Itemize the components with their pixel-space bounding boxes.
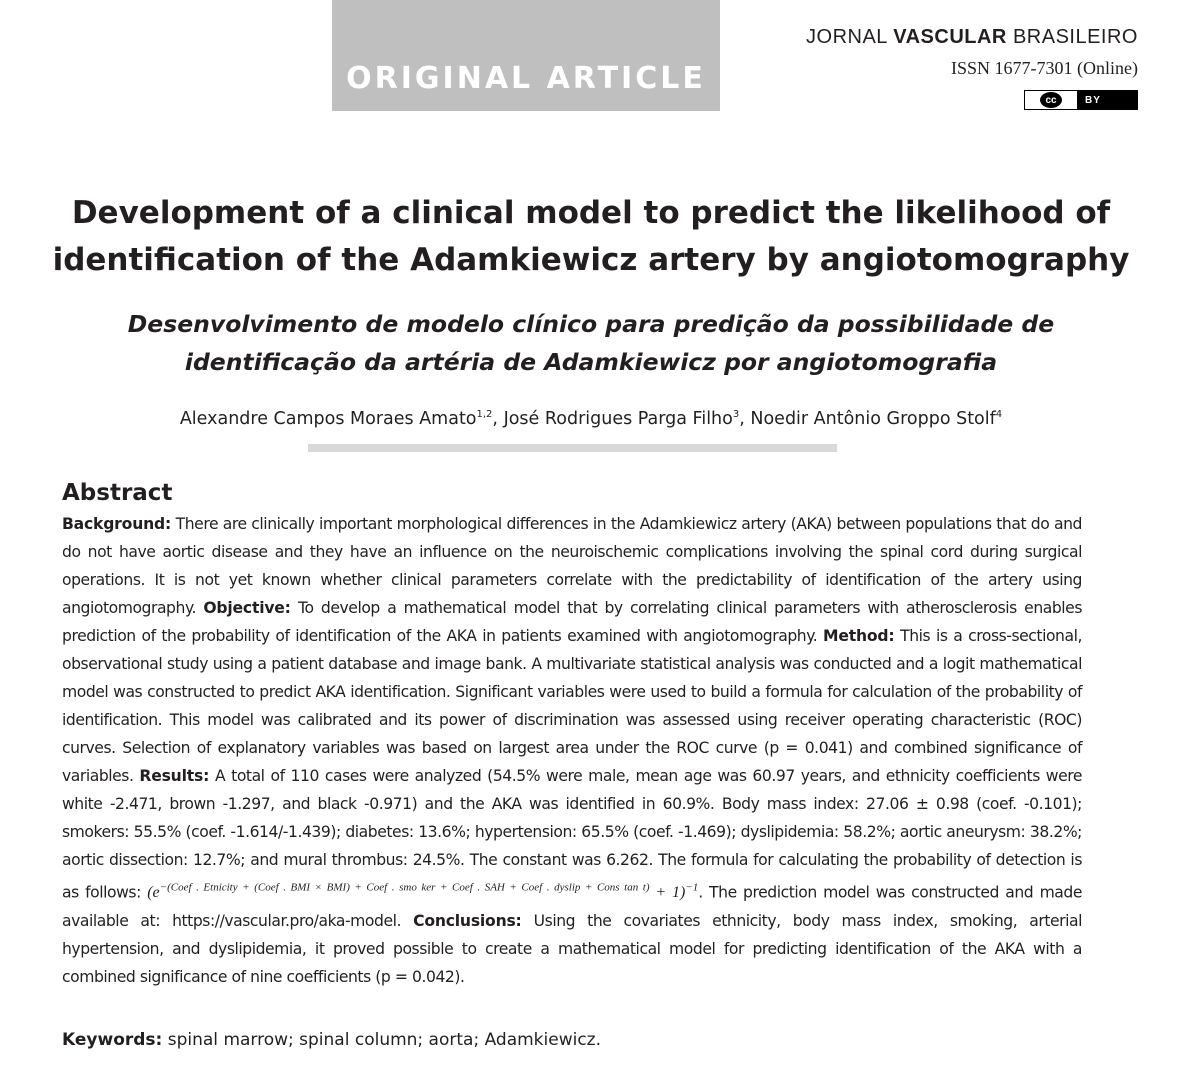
conclusions-label: Conclusions: <box>413 912 522 931</box>
cc-badge-left <box>1025 91 1077 109</box>
abstract-body <box>62 510 1082 991</box>
formula-tail: + 1) <box>649 884 686 902</box>
journal-name-part2: BRASILEIRO <box>1006 26 1138 48</box>
issn: ISSN 1677-7301 (Online) <box>951 58 1138 78</box>
author-affiliation: 4 <box>995 409 1003 420</box>
abstract-heading: Abstract <box>62 480 173 506</box>
method-text: This is a cross-sectional, observational study using a patient database and image bank. A multivariate statistical analysis was conducted and a logit mathematical model was constructed to predict AKA identification. Significant variables were used to build a formula for calculation of the probability of identification. This model was calibrated and its power of discrimination was assessed using receiver operating characteristic (ROC) curves. Selection of explanatory variables was based on largest area under the ROC curve (p = 0.041) and combined significance of variables. <box>62 627 1082 785</box>
journal-name-part1: JORNAL <box>806 26 894 48</box>
author-affiliation: 1,2 <box>476 409 493 420</box>
author-separator: , <box>492 408 504 429</box>
author-affiliation: 3 <box>732 409 740 420</box>
after-formula-text: . The prediction model was constructed and made available at: https://vascular.pro/aka-model. <box>62 883 1083 931</box>
section-banner <box>332 0 720 111</box>
author-name: José Rodrigues Parga Filho <box>503 408 733 429</box>
results-text: A total of 110 cases were analyzed (54.5% were male, mean age was 60.97 years, and ethnicity coefficients were white -2.471, brown -1.297, and black -0.971) and the AKA was identified in 60.9%. Body mass index: 27.06 ± 0.98 (coef. -0.101); smokers: 55.5% (coef. -1.614/-1.439); diabetes: 13.6%; hypertension: 65.5% (coef. -1.469); dyslipidemia: 58.2%; aortic aneurysm: 38.2%; aortic dissection: 12.7%; and mural thrombus: 24.5%. The constant was 6.262. The formula for calculating the probability of detection is as follows: <box>62 767 1082 902</box>
method-label: Method: <box>823 627 895 645</box>
section-label: ORIGINAL ARTICLE <box>346 61 706 96</box>
keywords-label: Keywords: <box>62 1030 163 1050</box>
conclusions-text: Using the covariates ethnicity, body mass index, smoking, arterial hypertension, and dyslipidemia, it proved possible to create a mathematical model for predicting identification of the AKA with a combined significance of nine coefficients (p = 0.042). <box>62 912 1082 987</box>
author-list <box>40 402 1142 432</box>
results-label: Results: <box>139 767 210 785</box>
header-divider <box>308 444 837 452</box>
formula-base: (e <box>147 884 160 902</box>
keywords-text: spinal marrow; spinal column; aorta; Adamkiewicz. <box>162 1030 602 1050</box>
formula-tail-exponent: −1 <box>685 882 699 894</box>
cc-license-badge[interactable] <box>1024 90 1138 110</box>
background-text: There are clinically important morphological differences in the Adamkiewicz artery (AKA) between populations that do and do not have aortic disease and they have an influence on the neuroischemic complications involving the spinal cord during surgical operations. It is not yet known whether clinical parameters correlate with the predictability of identification of the artery using angiotomography. <box>62 515 1082 617</box>
background-label: Background: <box>62 515 171 533</box>
journal-name <box>806 26 1138 49</box>
article-subtitle: Desenvolvimento de modelo clínico para predição da possibilidade de identificação da artéria de Adamkiewicz por angiotomografia <box>127 310 1055 376</box>
cc-by-label: BY <box>1085 94 1101 106</box>
cc-icon: cc <box>1040 92 1062 108</box>
objective-label: Objective: <box>203 599 291 617</box>
author-name: Alexandre Campos Moraes Amato <box>179 408 477 429</box>
author-name: Noedir Antônio Groppo Stolf <box>750 408 996 429</box>
objective-text: To develop a mathematical model that by correlating clinical parameters with atherosclerosis enables prediction of the probability of identification of the AKA in patients examined with angiotomography. <box>62 599 1083 645</box>
keywords <box>62 1030 601 1050</box>
probability-formula <box>147 884 698 901</box>
formula-exponent: −(Coef . Etnicity + (Coef . BMI × BMI) + Coef . smo ker + Coef . SAH + Coef . dyslip + Cons tan t) <box>159 882 650 894</box>
journal-name-bold: VASCULAR <box>893 26 1007 48</box>
article-title: Development of a clinical model to predict the likelihood of identification of the Adamkiewicz artery by angiotomography <box>52 195 1130 278</box>
author-separator: , <box>739 408 751 429</box>
